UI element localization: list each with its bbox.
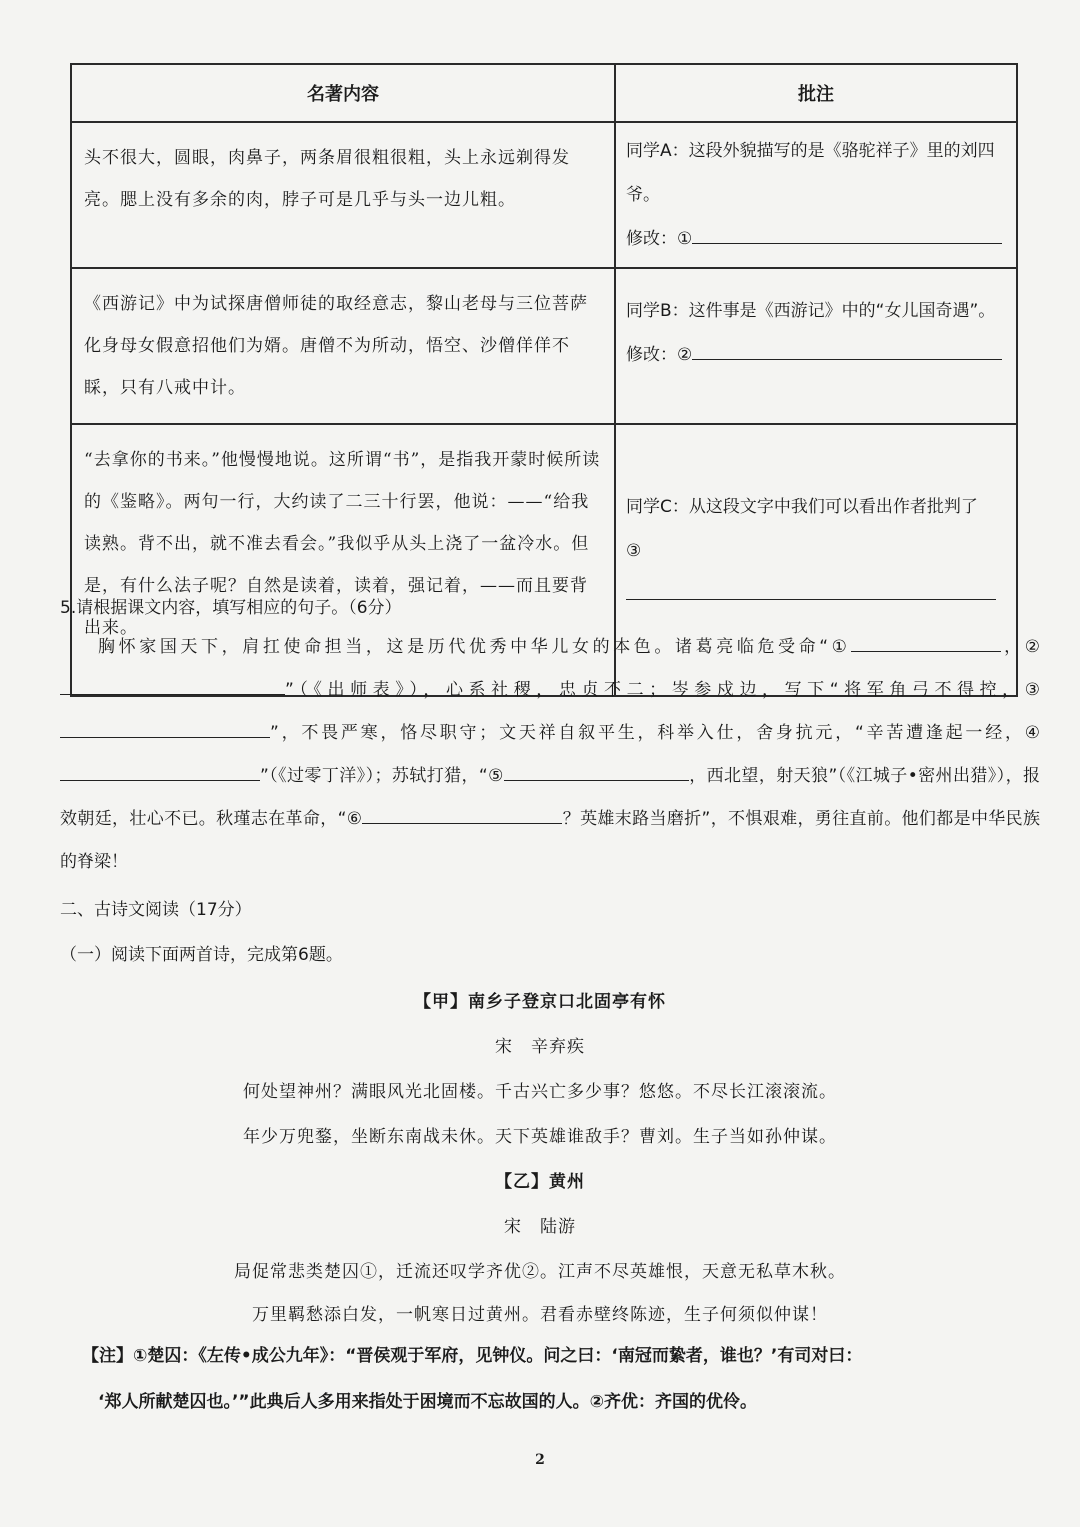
q5-seg7: ？英雄末路当磨折”，不惧艰难，勇往直前。他们都是中华民族的脊梁！ xyxy=(60,809,1041,872)
poem1-line2: 年少万兜鍪，坐断东南战未休。天下英雄谁敌手？曹刘。生子当如孙仲谋。 xyxy=(243,1127,837,1147)
poem2-line2: 万里羁愁添白发，一帆寒日过黄州。君看赤壁终陈迹，生子何须似仲谋！ xyxy=(252,1305,828,1325)
q5-paragraph xyxy=(60,626,1040,884)
q5-seg5: ”（《过零丁洋》）；苏轼打猎，“⑤ xyxy=(260,766,504,786)
row1-answer-blank[interactable] xyxy=(692,217,1002,244)
poem2-line1: 局促常悲类楚囚①，迁流还叹学齐优②。江声不尽英雄恨，天意无私草木秋。 xyxy=(234,1262,846,1282)
row1-comment-cell xyxy=(615,122,1017,268)
row2-answer-blank[interactable] xyxy=(692,333,1002,360)
q5-seg1: 胸怀家国天下，肩扛使命担当，这是历代优秀中华儿女的本色。诸葛亮临危受命“① xyxy=(98,637,851,657)
page-number: 2 xyxy=(535,1452,545,1468)
q5-blank-4[interactable] xyxy=(60,758,260,781)
q5-blank-5[interactable] xyxy=(504,758,689,781)
section-2-sub: （一）阅读下面两首诗，完成第6题。 xyxy=(60,945,343,965)
q5-seg2: ， xyxy=(1000,637,1025,657)
row1-revise-label: 修改：① xyxy=(626,229,693,249)
row3-revise-label: ③ xyxy=(626,541,642,561)
poem1-author: 宋 辛弃疾 xyxy=(495,1037,585,1057)
poem1-line1: 何处望神州？满眼风光北固楼。千古兴亡多少事？悠悠。不尽长江滚滚流。 xyxy=(243,1082,837,1102)
note-line2: ‘郑人所献楚囚也。’”此典后人多用来指处于困境而不忘故国的人。②齐优：齐国的优伶。 xyxy=(98,1392,757,1412)
poem2-title: 【乙】黄州 xyxy=(495,1172,585,1192)
poem1-title: 【甲】南乡子登京口北固亭有怀 xyxy=(414,992,666,1012)
row1-content: 头不很大，圆眼，肉鼻子，两条眉很粗很粗，头上永远剃得发亮。腮上没有多余的肉，脖子可是几乎与头一边儿粗。 xyxy=(71,122,615,268)
q5-blank-2[interactable] xyxy=(60,672,285,695)
note-line1: 【注】①楚囚：《左传•成公九年》：“晋侯观于军府，见钟仪。问之曰：‘南冠而絷者，谁也？’有司对曰： xyxy=(82,1346,863,1366)
poem2-author: 宋 陆游 xyxy=(504,1217,576,1237)
row2-content: 《西游记》中为试探唐僧师徒的取经意志，黎山老母与三位菩萨化身母女假意招他们为婿。唐僧不为所动，悟空、沙僧佯佯不睬，只有八戒中计。 xyxy=(71,268,615,424)
q5-seg4: ”，不畏严寒，恪尽职守；文天祥自叙平生，科举入仕，舍身抗元，“辛苦遭逢起一经， xyxy=(270,723,1025,743)
row3-content: “去拿你的书来。”他慢慢地说。这所谓“书”，是指我开蒙时候所读的《鉴略》。两句一行，大约读了二三十行罢，他说：——“给我读熟。背不出，就不准去看会。”我似乎从头上浇了一盆冷水。但是，有什么法子呢？自然是读着，读着，强记着，——而且要背出来。 xyxy=(71,424,615,696)
row3-comment: 同学C：从这段文字中我们可以看出作者批判了 xyxy=(626,497,978,517)
q5-seg3: ”（《出师表》），心系社稷，忠贞不二；岑参戍边，写下“将军角弓不得控， xyxy=(285,680,1025,700)
row2-comment-cell xyxy=(615,268,1017,424)
q5-mark-4: ④ xyxy=(1024,723,1040,743)
header-comment: 批注 xyxy=(615,64,1017,122)
q5-mark-3: ③ xyxy=(1024,680,1040,700)
header-content: 名著内容 xyxy=(71,64,615,122)
question-5 xyxy=(60,590,1040,884)
row2-revise-label: 修改：② xyxy=(626,345,693,365)
row2-comment: 同学B：这件事是《西游记》中的“女儿国奇遇”。 xyxy=(626,301,996,321)
q5-blank-1[interactable] xyxy=(851,629,1001,652)
q5-title: 5.请根据课文内容，填写相应的句子。（6分） xyxy=(60,598,402,618)
q5-mark-2: ② xyxy=(1024,637,1041,657)
section-2-heading: 二、古诗文阅读（17分） xyxy=(60,900,252,920)
row1-comment: 同学A：这段外貌描写的是《骆驼祥子》里的刘四爷。 xyxy=(626,141,995,205)
q5-blank-6[interactable] xyxy=(362,801,562,824)
q5-seg6: ，西北望，射天狼”（《江城子•密州出猎》），报效朝廷，壮心不已。秋瑾志在革命，“⑥ xyxy=(60,766,1040,829)
q5-blank-3[interactable] xyxy=(60,715,270,738)
